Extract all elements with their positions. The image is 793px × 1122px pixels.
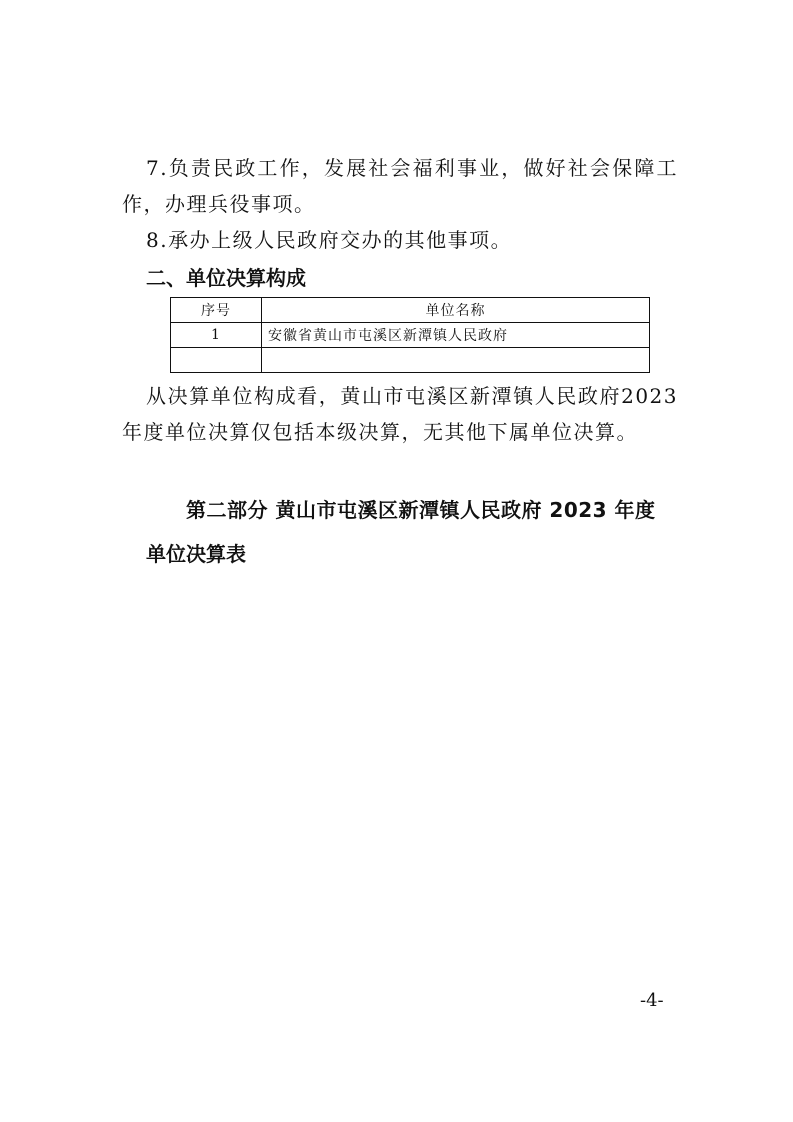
unit-composition-table (170, 297, 650, 373)
table-cell-seq (171, 348, 262, 373)
duty-item-8: 8.承办上级人民政府交办的其他事项。 (146, 228, 513, 252)
table-header-unit-name: 单位名称 (262, 298, 650, 323)
part2-heading-line1: 第二部分 黄山市屯溪区新潭镇人民政府 2023 年度 (186, 498, 656, 522)
duty-item-7: 7.负责民政工作，发展社会福利事业，做好社会保障工作，办理兵役事项。 (122, 156, 678, 216)
table-cell-unit-name (262, 348, 650, 373)
part2-heading-line2: 单位决算表 (146, 542, 246, 566)
table-row (171, 323, 650, 348)
table-cell-unit-name: 安徽省黄山市屯溪区新潭镇人民政府 (262, 323, 650, 348)
table-cell-seq: 1 (171, 323, 262, 348)
section-heading-unit-composition: 二、单位决算构成 (146, 266, 306, 290)
composition-summary: 从决算单位构成看，黄山市屯溪区新潭镇人民政府2023年度单位决算仅包括本级决算，无其他下属单位决算。 (122, 384, 678, 444)
page-number: -4- (640, 990, 664, 1011)
table-row (171, 348, 650, 373)
table-header-row (171, 298, 650, 323)
table-header-seq: 序号 (171, 298, 262, 323)
